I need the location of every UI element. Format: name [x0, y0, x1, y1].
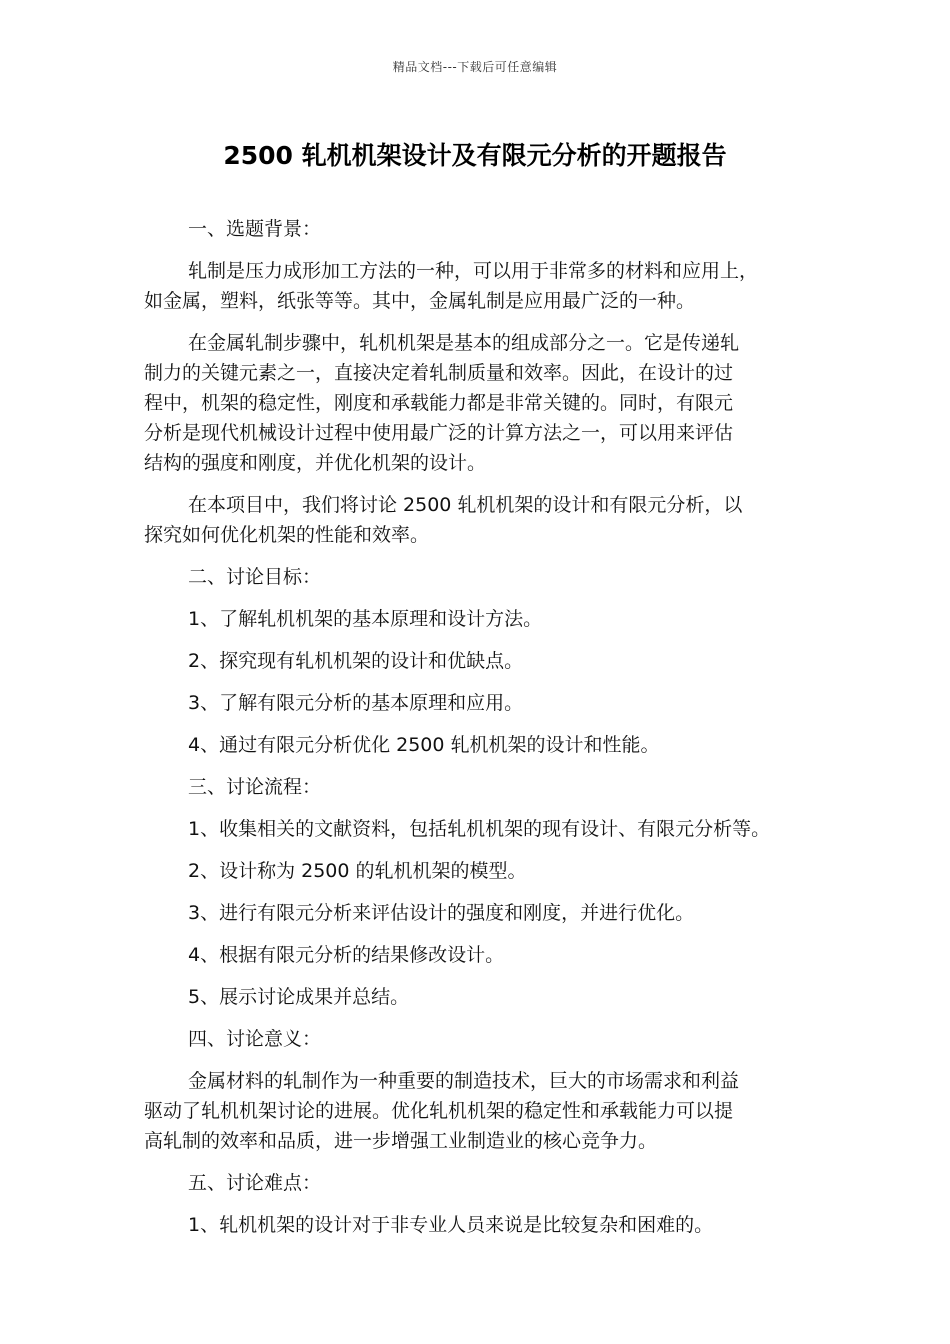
paragraph	[144, 256, 820, 316]
paragraph	[144, 490, 820, 550]
list-item	[144, 898, 820, 928]
section-heading	[144, 772, 820, 802]
text-line: 分析是现代机械设计过程中使用最广泛的计算方法之一，可以用来评估	[144, 422, 734, 444]
section-heading	[144, 214, 820, 244]
paragraph	[144, 1066, 820, 1156]
text-line: 1、轧机机架的设计对于非专业人员来说是比较复杂和困难的。	[188, 1214, 714, 1236]
text-line: 二、讨论目标：	[188, 566, 322, 588]
list-item	[144, 604, 820, 634]
text-line: 五、讨论难点：	[188, 1172, 322, 1194]
text-line: 5、展示讨论成果并总结。	[188, 986, 410, 1008]
text-line: 三、讨论流程：	[188, 776, 322, 798]
document-body	[144, 214, 820, 1252]
list-item	[144, 730, 820, 760]
text-line: 如金属，塑料，纸张等等。其中，金属轧制是应用最广泛的一种。	[144, 290, 696, 312]
text-line: 探究如何优化机架的性能和效率。	[144, 524, 430, 546]
text-line: 3、了解有限元分析的基本原理和应用。	[188, 692, 524, 714]
document-title: 2500 轧机机架设计及有限元分析的开题报告	[223, 141, 727, 170]
page-header: 精品文档---下载后可任意编辑	[392, 60, 558, 74]
section-heading	[144, 1168, 820, 1198]
list-item	[144, 814, 820, 844]
text-line: 驱动了轧机机架讨论的进展。优化轧机机架的稳定性和承载能力可以提	[144, 1100, 734, 1122]
list-item	[144, 688, 820, 718]
section-heading	[144, 1024, 820, 1054]
text-line: 1、收集相关的文献资料，包括轧机机架的现有设计、有限元分析等。	[188, 818, 771, 840]
list-item	[144, 1210, 820, 1240]
paragraph	[144, 328, 820, 478]
text-line: 4、通过有限元分析优化 2500 轧机机架的设计和性能。	[188, 734, 660, 756]
text-line: 四、讨论意义：	[188, 1028, 322, 1050]
text-line: 2、设计称为 2500 的轧机机架的模型。	[188, 860, 527, 882]
text-line: 高轧制的效率和品质，进一步增强工业制造业的核心竞争力。	[144, 1130, 658, 1152]
list-item	[144, 982, 820, 1012]
text-line: 金属材料的轧制作为一种重要的制造技术，巨大的市场需求和利益	[188, 1070, 740, 1092]
text-line: 在本项目中，我们将讨论 2500 轧机机架的设计和有限元分析，以	[188, 494, 743, 516]
text-line: 程中，机架的稳定性，刚度和承载能力都是非常关键的。同时，有限元	[144, 392, 734, 414]
section-heading	[144, 562, 820, 592]
text-line: 在金属轧制步骤中，轧机机架是基本的组成部分之一。它是传递轧	[188, 332, 740, 354]
list-item	[144, 856, 820, 886]
text-line: 轧制是压力成形加工方法的一种，可以用于非常多的材料和应用上，	[188, 260, 759, 282]
list-item	[144, 646, 820, 676]
text-line: 3、进行有限元分析来评估设计的强度和刚度，并进行优化。	[188, 902, 695, 924]
list-item	[144, 940, 820, 970]
text-line: 结构的强度和刚度，并优化机架的设计。	[144, 452, 487, 474]
text-line: 4、根据有限元分析的结果修改设计。	[188, 944, 505, 966]
text-line: 制力的关键元素之一，直接决定着轧制质量和效率。因此，在设计的过	[144, 362, 734, 384]
text-line: 一、选题背景：	[188, 218, 322, 240]
text-line: 2、探究现有轧机机架的设计和优缺点。	[188, 650, 524, 672]
text-line: 1、了解轧机机架的基本原理和设计方法。	[188, 608, 543, 630]
